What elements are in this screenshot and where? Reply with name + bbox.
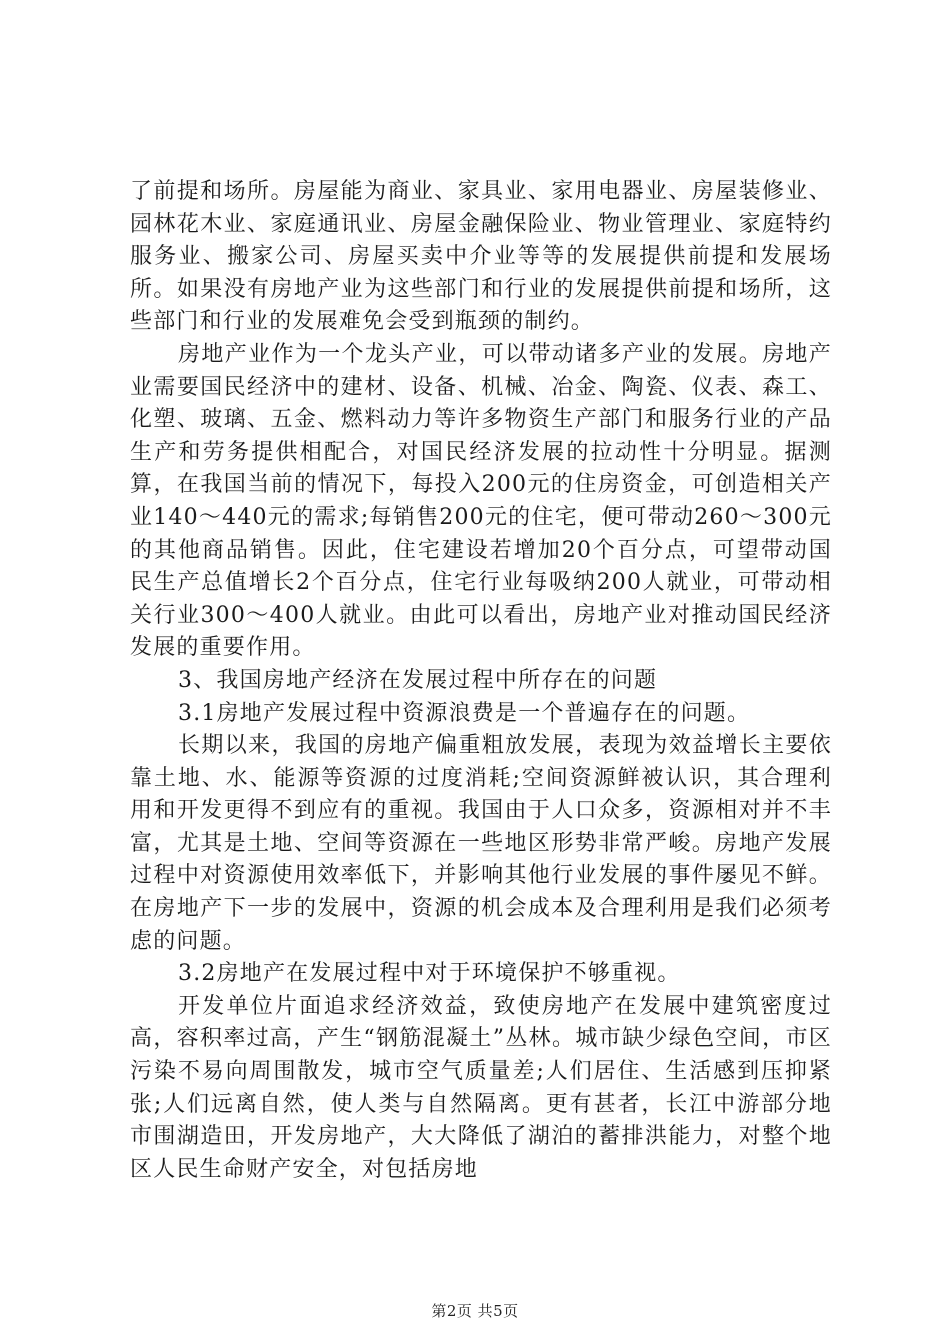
paragraph: 长期以来，我国的房地产偏重粗放发展，表现为效益增长主要依靠土地、水、能源等资源的过度消耗;空间资源鲜被认识，其合理利用和开发更得不到应有的重视。我国由于人口众多，资源相对并不丰富，尤其是土地、空间等资源在一些地区形势非常严峻。房地产发展过程中对资源使用效率低下，并影响其他行业发展的事件屡见不鲜。在房地产下一步的发展中，资源的机会成本及合理利用是我们必须考虑的问题。 — [130, 733, 832, 954]
subsection-heading: 3.1房地产发展过程中资源浪费是一个普遍存在的问题。 — [178, 700, 751, 726]
document-body — [130, 176, 832, 1186]
paragraph: 了前提和场所。房屋能为商业、家具业、家用电器业、房屋装修业、园林花木业、家庭通讯业、房屋金融保险业、物业管理业、家庭特约服务业、搬家公司、房屋买卖中介业等等的发展提供前提和发展场所。如果没有房地产业为这些部门和行业的发展提供前提和场所，这些部门和行业的发展难免会受到瓶颈的制约。 — [130, 179, 832, 335]
section-heading: 3、我国房地产经济在发展过程中所存在的问题 — [178, 667, 658, 693]
paragraph: 房地产业作为一个龙头产业，可以带动诸多产业的发展。房地产业需要国民经济中的建材、设备、机械、冶金、陶瓷、仪表、森工、化塑、玻璃、五金、燃料动力等许多物资生产部门和服务行业的产品生产和劳务提供相配合，对国民经济发展的拉动性十分明显。据测算，在我国当前的情况下，每投入200元的住房资金，可创造相关产业140～440元的需求;每销售200元的住宅，便可带动260～300元的其他商品销售。因此，住宅建设若增加20个百分点，可望带动国民生产总值增长2个百分点，住宅行业每吸纳200人就业，可带动相关行业300～400人就业。由此可以看出，房地产业对推动国民经济发展的重要作用。 — [130, 341, 832, 661]
paragraph: 开发单位片面追求经济效益，致使房地产在发展中建筑密度过高，容积率过高，产生“钢筋混凝土”丛林。城市缺少绿色空间，市区污染不易向周围散发，城市空气质量差;人们居住、生活感到压抑紧张;人们远离自然，使人类与自然隔离。更有甚者，长江中游部分地市围湖造田，开发房地产，大大降低了湖泊的蓄排洪能力，对整个地区人民生命财产安全，对包括房地 — [130, 993, 832, 1182]
subsection-heading: 3.2房地产在发展过程中对于环境保护不够重视。 — [178, 961, 681, 987]
page-number-footer: 第2页 共5页 — [431, 1302, 519, 1320]
